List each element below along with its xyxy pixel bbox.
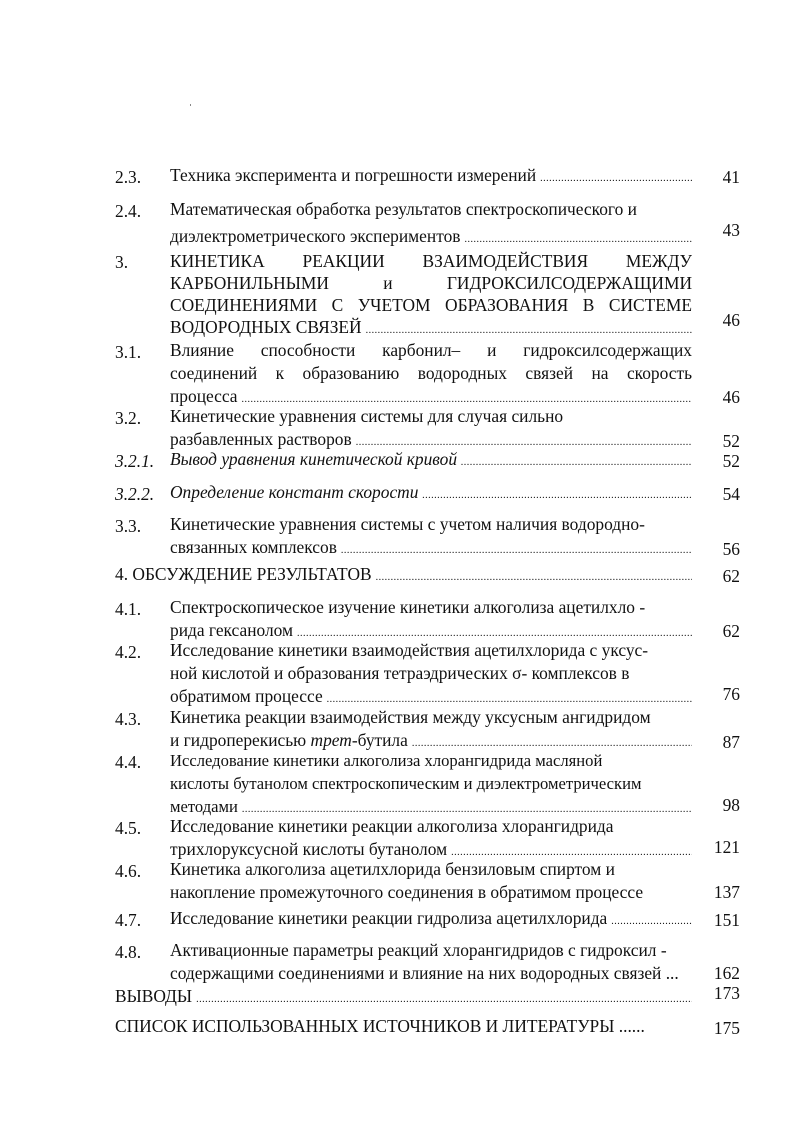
entry-number: 3.1. <box>115 342 142 362</box>
entry-number: 3.2.2. <box>115 484 155 504</box>
entry-page: 173 <box>713 983 740 1003</box>
entry-number: 4.1. <box>115 599 142 619</box>
entry-title-line: обратимом процессе <box>170 686 323 706</box>
entry-title-line: соединений к образованию водородных связей на скорость <box>170 363 692 383</box>
entry-title-line: и гидроперекисью трет-бутила <box>170 730 408 750</box>
entry-title-line: трихлоруксусной кислоты бутанолом <box>170 839 448 859</box>
entry-title: 4. ОБСУЖДЕНИЕ РЕЗУЛЬТАТОВ <box>115 564 372 584</box>
entry-title-line: Спектроскопическое изучение кинетики алкоголиза ацетилхло - <box>170 597 646 617</box>
entry-title-line: Влияние способности карбонил– и гидроксилсодержащих <box>170 340 692 360</box>
entry-page: 62 <box>722 621 740 641</box>
entry-title-line: Кинетические уравнения системы для случая сильно <box>170 406 564 426</box>
entry-page: 137 <box>713 882 740 902</box>
entry-title-line: методами <box>170 797 238 816</box>
entry-title-line: Исследование кинетики реакции алкоголиза хлорангидрида <box>170 816 614 836</box>
scan-speck <box>190 104 191 106</box>
entry-title: Определение констант скорости <box>170 482 419 502</box>
entry-page: 175 <box>713 1018 740 1038</box>
entry-page: 162 <box>713 963 740 983</box>
entry-page: 98 <box>722 795 740 815</box>
entry-number: 3.3. <box>115 516 142 536</box>
entry-title-line: накопление промежуточного соединения в обратимом процессе <box>170 882 644 902</box>
entry-page: 54 <box>722 484 740 504</box>
entry-title-line: процесса <box>170 386 238 406</box>
entry-page: 52 <box>722 451 740 471</box>
entry-number: 3.2. <box>115 408 142 428</box>
entry-number: 2.3. <box>115 167 142 187</box>
entry-page: 56 <box>722 539 740 559</box>
entry-number: 3.2.1. <box>115 451 155 471</box>
entry-title-line: связанных комплексов <box>170 537 337 557</box>
entry-title-line: СОЕДИНЕНИЯМИ С УЧЕТОМ ОБРАЗОВАНИЯ В СИСТЕМЕ <box>170 295 692 315</box>
entry-title-line: диэлектрометрического экспериментов <box>170 226 461 246</box>
entry-title: Техника эксперимента и погрешности измерений <box>170 165 537 185</box>
entry-page: 76 <box>722 684 740 704</box>
entry-title-line: разбавленных растворов <box>170 429 352 449</box>
entry-page: 43 <box>722 220 740 240</box>
entry-title-line: кислоты бутанолом спектроскопическим и диэлектрометрическим <box>170 774 642 793</box>
entry-number: 4.8. <box>115 942 142 962</box>
entry-title-line: ВОДОРОДНЫХ СВЯЗЕЙ <box>170 317 362 337</box>
entry-page: 121 <box>713 837 740 857</box>
italic-term: трет <box>310 730 352 750</box>
entry-number: 4.4. <box>115 752 142 772</box>
entry-title-line: рида гексанолом <box>170 620 294 640</box>
entry-title: Вывод уравнения кинетической кривой <box>170 449 458 469</box>
entry-number: 4.5. <box>115 818 142 838</box>
entry-number: 3. <box>115 252 129 272</box>
entry-title-line: Исследование кинетики взаимодействия ацетилхлорида с уксус- <box>170 640 649 660</box>
entry-page: 46 <box>722 310 740 330</box>
entry-title-line: содержащими соединениями и влияние на них водородных связей ... <box>170 963 679 983</box>
entry-page: 46 <box>722 387 740 407</box>
entry-page: 87 <box>722 732 740 752</box>
entry-title-line: КИНЕТИКА РЕАКЦИИ ВЗАИМОДЕЙСТВИЯ МЕЖДУ <box>170 251 692 271</box>
entry-title-line: Математическая обработка результатов спектроскопического и <box>170 199 637 219</box>
entry-title-line: Активационные параметры реакций хлорангидридов с гидроксил - <box>170 940 667 960</box>
entry-number: 4.7. <box>115 910 142 930</box>
entry-title: Исследование кинетики реакции гидролиза ацетилхлорида <box>170 908 608 928</box>
entry-page: 151 <box>713 910 740 930</box>
entry-title-line: ной кислотой и образования тетраэдрических σ- комплексов в <box>170 663 630 683</box>
entry-number: 2.4. <box>115 201 142 221</box>
entry-number: 4.6. <box>115 861 142 881</box>
entry-title: СПИСОК ИСПОЛЬЗОВАННЫХ ИСТОЧНИКОВ И ЛИТЕРАТУРЫ ...... <box>115 1016 645 1036</box>
entry-title-line: Кинетические уравнения системы с учетом наличия водородно- <box>170 514 645 534</box>
entry-title-line: Исследование кинетики алкоголиза хлорангидрида масляной <box>170 751 603 770</box>
entry-page: 62 <box>722 566 740 586</box>
entry-number: 4.2. <box>115 642 142 662</box>
entry-page: 41 <box>722 167 740 187</box>
entry-title: ВЫВОДЫ <box>115 986 193 1006</box>
entry-title-line: Кинетика алкоголиза ацетилхлорида бензиловым спиртом и <box>170 859 615 879</box>
entry-title-line: Кинетика реакции взаимодействия между уксусным ангидридом <box>170 707 651 727</box>
entry-page: 52 <box>722 431 740 451</box>
entry-number: 4.3. <box>115 709 142 729</box>
entry-title-line: КАРБОНИЛЬНЫМИ и ГИДРОКСИЛСОДЕРЖАЩИМИ <box>170 273 692 293</box>
